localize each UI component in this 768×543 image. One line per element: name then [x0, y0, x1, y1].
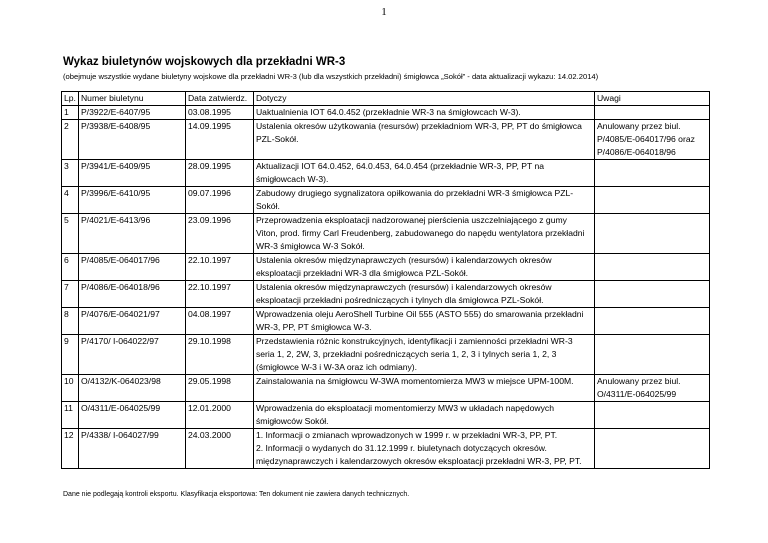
- row-subject: [253, 429, 594, 469]
- row-bulletin-number: P/3938/E-6408/95: [78, 120, 185, 160]
- row-bulletin-number: P/4021/E-6413/96: [78, 214, 185, 254]
- row-lp: 7: [62, 281, 79, 308]
- table-row: [62, 254, 710, 281]
- table-row: [62, 160, 710, 187]
- table-row: [62, 106, 710, 120]
- subject-line: Wprowadzenia do eksploatacji momentomierzy MW3 w układach napędowych: [255, 403, 555, 413]
- document-subtitle: (obejmuje wszystkie wydane biuletyny wojskowe dla przekładni WR-3 (lub dla wszystkich przekładni) śmigłowca „Sokół” - data aktualizacji wykazu: 14.02.2014): [63, 72, 599, 81]
- subject-line: seria 1, 2, 2W, 3, przekładni pośredniczących seria 1, 2, 3 i tylnych seria 1, 2, 3: [255, 349, 557, 359]
- row-notes: [594, 120, 709, 160]
- row-date: 24.03.2000: [185, 429, 253, 469]
- subject-line: śmigłowców Sokół.: [255, 416, 329, 426]
- row-subject: [253, 402, 594, 429]
- row-lp: 9: [62, 335, 79, 375]
- subject-line: Przeprowadzenia eksploatacji nadzorowanej pierścienia uszczelniającego z gumy: [255, 215, 567, 225]
- row-bulletin-number: P/4338/ I-064027/99: [78, 429, 185, 469]
- subject-line: Wprowadzenia oleju AeroShell Turbine Oil 555 (ASTO 555) do smarowania przekładni: [255, 309, 584, 319]
- table-row: [62, 429, 710, 469]
- row-date: 03.08.1995: [185, 106, 253, 120]
- subject-line: Ustalenia okresów użytkowania (resursów) przekładniom WR-3, PP, PT do śmigłowca: [255, 121, 582, 131]
- row-date: 22.10.1997: [185, 254, 253, 281]
- subject-line: Aktualizacji IOT 64.0.452, 64.0.453, 64.0.454 (przekładnie WR-3, PP, PT na: [255, 161, 545, 171]
- row-bulletin-number: P/4170/ I-064022/97: [78, 335, 185, 375]
- row-lp: 3: [62, 160, 79, 187]
- row-date: 04.08.1997: [185, 308, 253, 335]
- subject-line: PZL-Sokół.: [255, 134, 299, 144]
- row-date: 14.09.1995: [185, 120, 253, 160]
- table-row: [62, 402, 710, 429]
- row-bulletin-number: P/3922/E-6407/95: [78, 106, 185, 120]
- note-line: P/4086/E-064018/96: [596, 147, 676, 157]
- row-notes: [594, 308, 709, 335]
- row-bulletin-number: P/3941/E-6409/95: [78, 160, 185, 187]
- subject-line: Zainstalowania na śmigłowcu W-3WA momentomierza MW3 w miejsce UPM-100M.: [255, 376, 574, 386]
- row-lp: 8: [62, 308, 79, 335]
- note-line: Anulowany przez biul.: [596, 376, 681, 386]
- row-lp: 10: [62, 375, 79, 402]
- export-footer: Dane nie podlegają kontroli eksportu. Klasyfikacja eksportowa: Ten dokument nie zawiera danych technicznych.: [63, 491, 410, 498]
- header-number: Numer biuletynu: [78, 92, 185, 106]
- subject-line: Ustalenia okresów międzynaprawczych (resursów) i kalendarzowych okresów: [255, 282, 552, 292]
- header-date: Data zatwierdz.: [185, 92, 253, 106]
- row-subject: [253, 308, 594, 335]
- subject-line: (śmigłowce W-3 i W-3A oraz ich odmiany).: [255, 362, 418, 372]
- row-date: 29.10.1998: [185, 335, 253, 375]
- subject-line: Zabudowy drugiego sygnalizatora opiłkowania do przekładni WR-3 śmigłowca PZL-: [255, 188, 574, 198]
- table-row: [62, 375, 710, 402]
- row-notes: [594, 214, 709, 254]
- subject-line: Sokół.: [255, 201, 280, 211]
- row-date: 12.01.2000: [185, 402, 253, 429]
- subject-line: WR-3 śmigłowca W-3 Sokół.: [255, 241, 365, 251]
- row-lp: 12: [62, 429, 79, 469]
- row-subject: [253, 160, 594, 187]
- document-title: Wykaz biuletynów wojskowych dla przekładni WR-3: [63, 56, 346, 68]
- subject-line: Viton, prod. firmy Carl Freudenberg, zabudowanego do napędu wentylatora przekładni: [255, 228, 585, 238]
- row-subject: [253, 254, 594, 281]
- header-notes: Uwagi: [594, 92, 709, 106]
- row-bulletin-number: P/4076/E-064021/97: [78, 308, 185, 335]
- row-notes: [594, 429, 709, 469]
- row-notes: [594, 335, 709, 375]
- row-bulletin-number: P/3996/E-6410/95: [78, 187, 185, 214]
- note-line: P/4085/E-064017/96 oraz: [596, 134, 695, 144]
- subject-line: międzynaprawczych i kalendarzowych okresów eksploatacji przekładni WR-3, PP, PT.: [255, 456, 582, 466]
- row-lp: 1: [62, 106, 79, 120]
- table-header-row: [62, 92, 710, 106]
- row-subject: [253, 120, 594, 160]
- row-lp: 5: [62, 214, 79, 254]
- table-row: [62, 120, 710, 160]
- table-row: [62, 214, 710, 254]
- row-notes: [594, 160, 709, 187]
- row-date: 23.09.1996: [185, 214, 253, 254]
- table-row: [62, 187, 710, 214]
- header-lp: Lp.: [62, 92, 79, 106]
- row-date: 28.09.1995: [185, 160, 253, 187]
- row-subject: [253, 214, 594, 254]
- bulletin-table: [61, 91, 710, 469]
- row-bulletin-number: O/4311/E-064025/99: [78, 402, 185, 429]
- header-subject: Dotyczy: [253, 92, 594, 106]
- row-bulletin-number: P/4085/E-064017/96: [78, 254, 185, 281]
- row-notes: [594, 106, 709, 120]
- row-notes: [594, 402, 709, 429]
- row-bulletin-number: O/4132/K-064023/98: [78, 375, 185, 402]
- page-number: 1: [381, 6, 387, 18]
- row-date: 09.07.1996: [185, 187, 253, 214]
- row-notes: [594, 254, 709, 281]
- subject-line: WR-3, PP, PT śmigłowca W-3.: [255, 322, 372, 332]
- table-row: [62, 308, 710, 335]
- row-notes: [594, 187, 709, 214]
- row-subject: [253, 375, 594, 402]
- table-row: [62, 335, 710, 375]
- note-line: Anulowany przez biul.: [596, 121, 681, 131]
- table-row: [62, 281, 710, 308]
- subject-line: śmigłowcach W-3).: [255, 174, 329, 184]
- row-lp: 4: [62, 187, 79, 214]
- subject-line: eksploatacji przekładni WR-3 dla śmigłowca PZL-Sokół.: [255, 268, 469, 278]
- subject-line: eksploatacji przekładni pośredniczących i tylnych dla śmigłowca PZL-Sokół.: [255, 295, 544, 305]
- row-subject: [253, 106, 594, 120]
- row-notes: [594, 375, 709, 402]
- note-line: O/4311/E-064025/99: [596, 389, 677, 399]
- subject-line: 1. Informacji o zmianach wprowadzonych w 1999 r. w przekładni WR-3, PP, PT.: [255, 430, 558, 440]
- row-subject: [253, 335, 594, 375]
- row-date: 29.05.1998: [185, 375, 253, 402]
- row-date: 22.10.1997: [185, 281, 253, 308]
- row-lp: 6: [62, 254, 79, 281]
- row-subject: [253, 187, 594, 214]
- row-lp: 11: [62, 402, 79, 429]
- subject-line: Ustalenia okresów międzynaprawczych (resursów) i kalendarzowych okresów: [255, 255, 552, 265]
- subject-line: Uaktualnienia IOT 64.0.452 (przekładnie WR-3 na śmigłowcach W-3).: [255, 107, 521, 117]
- row-subject: [253, 281, 594, 308]
- row-notes: [594, 281, 709, 308]
- row-lp: 2: [62, 120, 79, 160]
- row-bulletin-number: P/4086/E-064018/96: [78, 281, 185, 308]
- subject-line: Przedstawienia różnic konstrukcyjnych, identyfikacji i zamienności przekładni WR-3: [255, 336, 573, 346]
- subject-line: 2. Informacji o wydanych do 31.12.1999 r. biuletynach dotyczących okresów.: [255, 443, 547, 453]
